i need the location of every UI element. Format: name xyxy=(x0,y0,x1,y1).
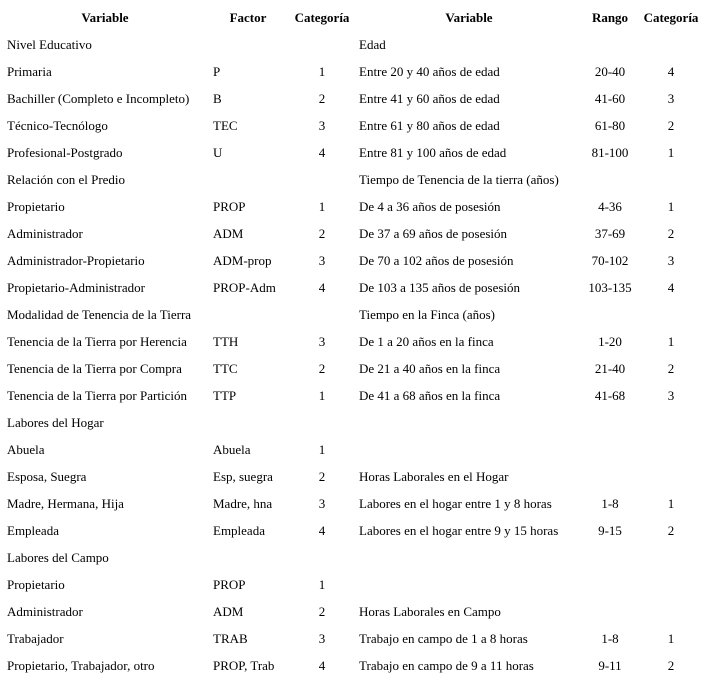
cell-variable-2: Trabajo en campo de 1 a 8 horas xyxy=(359,631,528,646)
cell-variable: Tenencia de la Tierra por Herencia xyxy=(7,334,187,349)
table-row xyxy=(0,112,709,139)
table-row xyxy=(0,85,709,112)
header-factor: Factor xyxy=(229,10,267,25)
cell-categoria: 2 xyxy=(318,361,326,376)
cell-variable-2: Entre 20 y 40 años de edad xyxy=(359,64,500,79)
cell-categoria: 2 xyxy=(318,469,326,484)
cell-factor: B xyxy=(213,91,222,106)
cell-variable-2: De 41 a 68 años en la finca xyxy=(359,388,501,403)
table-row xyxy=(0,139,709,166)
cell-factor: Empleada xyxy=(213,523,265,538)
cell-rango: 41-60 xyxy=(594,91,626,106)
cell-rango: 70-102 xyxy=(591,253,629,268)
cell-categoria: 1 xyxy=(318,64,326,79)
cell-variable: Primaria xyxy=(7,64,52,79)
table-row xyxy=(0,490,709,517)
cell-factor: PROP, Trab xyxy=(213,658,275,673)
table-row xyxy=(0,436,709,463)
cell-variable: Trabajador xyxy=(7,631,64,646)
header-categoria: Categoría xyxy=(294,10,350,25)
header-rango: Rango xyxy=(591,10,629,25)
cell-categoria-2: 4 xyxy=(667,280,675,295)
cell-factor: P xyxy=(213,64,221,79)
header-variable-2: Variable xyxy=(445,10,493,25)
cell-categoria-2: 1 xyxy=(667,631,675,646)
table-row xyxy=(0,328,709,355)
table-row xyxy=(0,544,709,571)
table-row xyxy=(0,247,709,274)
table-row xyxy=(0,625,709,652)
cell-categoria-2: 3 xyxy=(667,91,675,106)
cell-variable-2: Tiempo de Tenencia de la tierra (años) xyxy=(359,172,559,187)
cell-variable: Propietario xyxy=(7,199,65,214)
cell-factor: TTC xyxy=(213,361,238,376)
cell-categoria-2: 3 xyxy=(667,253,675,268)
cell-factor: Madre, hna xyxy=(213,496,273,511)
cell-variable: Empleada xyxy=(7,523,59,538)
cell-variable-2: De 103 a 135 años de posesión xyxy=(359,280,521,295)
cell-rango: 4-36 xyxy=(598,199,622,214)
cell-variable-2: Edad xyxy=(359,37,386,52)
cell-rango: 1-8 xyxy=(601,496,619,511)
cell-categoria: 2 xyxy=(318,604,326,619)
header-variable: Variable xyxy=(81,10,129,25)
table-row xyxy=(0,58,709,85)
cell-categoria: 4 xyxy=(318,280,326,295)
cell-variable: Modalidad de Tenencia de la Tierra xyxy=(7,307,192,322)
table-row xyxy=(0,517,709,544)
cell-rango: 1-20 xyxy=(598,334,622,349)
cell-categoria: 4 xyxy=(318,523,326,538)
cell-variable-2: Trabajo en campo de 9 a 11 horas xyxy=(359,658,534,673)
cell-factor: TTH xyxy=(213,334,239,349)
cell-categoria: 3 xyxy=(318,496,326,511)
cell-categoria: 1 xyxy=(318,577,326,592)
cell-variable: Administrador-Propietario xyxy=(7,253,145,268)
cell-variable-2: De 70 a 102 años de posesión xyxy=(359,253,514,268)
cell-categoria: 4 xyxy=(318,658,326,673)
table-row xyxy=(0,274,709,301)
cell-variable: Abuela xyxy=(7,442,45,457)
cell-categoria: 1 xyxy=(318,388,326,403)
cell-variable-2: Tiempo en la Finca (años) xyxy=(359,307,495,322)
cell-factor: PROP xyxy=(213,199,246,214)
cell-variable: Propietario, Trabajador, otro xyxy=(7,658,155,673)
cell-variable: Nivel Educativo xyxy=(7,37,92,52)
cell-variable: Tenencia de la Tierra por Partición xyxy=(7,388,187,403)
cell-categoria-2: 2 xyxy=(667,361,675,376)
cell-categoria-2: 1 xyxy=(667,145,675,160)
table-row xyxy=(0,409,709,436)
cell-factor: Abuela xyxy=(213,442,251,457)
cell-variable-2: De 4 a 36 años de posesión xyxy=(359,199,501,214)
cell-categoria-2: 4 xyxy=(667,64,675,79)
cell-variable-2: Entre 81 y 100 años de edad xyxy=(359,145,507,160)
cell-variable-2: Labores en el hogar entre 9 y 15 horas xyxy=(359,523,559,538)
cell-categoria: 1 xyxy=(318,199,326,214)
cell-rango: 20-40 xyxy=(594,64,626,79)
table-row xyxy=(0,598,709,625)
cell-factor: ADM xyxy=(213,604,244,619)
cell-variable: Propietario-Administrador xyxy=(7,280,145,295)
cell-rango: 81-100 xyxy=(591,145,629,160)
cell-categoria: 2 xyxy=(318,226,326,241)
cell-categoria-2: 3 xyxy=(667,388,675,403)
cell-variable-2: De 1 a 20 años en la finca xyxy=(359,334,494,349)
cell-variable: Propietario xyxy=(7,577,65,592)
header-categoria-2: Categoría xyxy=(643,10,699,25)
cell-categoria: 4 xyxy=(318,145,326,160)
cell-variable: Profesional-Postgrado xyxy=(7,145,123,160)
cell-rango: 9-15 xyxy=(598,523,622,538)
cell-variable: Labores del Hogar xyxy=(7,415,104,430)
cell-rango: 1-8 xyxy=(601,631,619,646)
cell-factor: TEC xyxy=(213,118,238,133)
table-row xyxy=(0,355,709,382)
cell-rango: 41-68 xyxy=(594,388,626,403)
cell-categoria: 3 xyxy=(318,334,326,349)
table-row xyxy=(0,193,709,220)
cell-categoria: 3 xyxy=(318,631,326,646)
cell-categoria: 3 xyxy=(318,118,326,133)
cell-variable-2: Horas Laborales en el Hogar xyxy=(359,469,509,484)
cell-variable-2: De 37 a 69 años de posesión xyxy=(359,226,508,241)
table-row xyxy=(0,571,709,598)
cell-variable-2: Entre 61 y 80 años de edad xyxy=(359,118,500,133)
cell-categoria-2: 1 xyxy=(667,334,675,349)
cell-categoria-2: 2 xyxy=(667,118,675,133)
cell-variable-2: Horas Laborales en Campo xyxy=(359,604,501,619)
cell-factor: TTP xyxy=(213,388,237,403)
cell-variable: Madre, Hermana, Hija xyxy=(7,496,124,511)
cell-factor: Esp, suegra xyxy=(213,469,273,484)
cell-variable: Esposa, Suegra xyxy=(7,469,87,484)
cell-rango: 103-135 xyxy=(588,280,632,295)
cell-rango: 37-69 xyxy=(594,226,626,241)
cell-factor: U xyxy=(213,145,223,160)
table-row xyxy=(0,301,709,328)
table-row xyxy=(0,31,709,58)
cell-factor: ADM xyxy=(213,226,244,241)
cell-factor: PROP-Adm xyxy=(213,280,276,295)
cell-categoria: 1 xyxy=(318,442,326,457)
cell-factor: TRAB xyxy=(213,631,248,646)
cell-variable: Administrador xyxy=(7,226,83,241)
cell-factor: ADM-prop xyxy=(213,253,272,268)
table-row xyxy=(0,220,709,247)
table-row xyxy=(0,166,709,193)
cell-variable-2: Entre 41 y 60 años de edad xyxy=(359,91,500,106)
cell-categoria-2: 2 xyxy=(667,658,675,673)
table-row xyxy=(0,382,709,409)
cell-categoria: 2 xyxy=(318,91,326,106)
table-header xyxy=(0,4,709,31)
cell-factor: PROP xyxy=(213,577,246,592)
cell-categoria-2: 1 xyxy=(667,496,675,511)
cell-variable-2: Labores en el hogar entre 1 y 8 horas xyxy=(359,496,552,511)
cell-rango: 21-40 xyxy=(594,361,626,376)
cell-variable-2: De 21 a 40 años en la finca xyxy=(359,361,501,376)
cell-variable: Administrador xyxy=(7,604,83,619)
cell-variable: Relación con el Predio xyxy=(7,172,126,187)
cell-rango: 61-80 xyxy=(594,118,626,133)
cell-rango: 9-11 xyxy=(598,658,622,673)
cell-variable: Tenencia de la Tierra por Compra xyxy=(7,361,182,376)
cell-categoria-2: 2 xyxy=(667,523,675,538)
cell-variable: Bachiller (Completo e Incompleto) xyxy=(7,91,190,106)
table-row xyxy=(0,652,709,679)
cell-categoria-2: 1 xyxy=(667,199,675,214)
table-row xyxy=(0,463,709,490)
cell-variable: Labores del Campo xyxy=(7,550,109,565)
cell-categoria-2: 2 xyxy=(667,226,675,241)
cell-variable: Técnico-Tecnólogo xyxy=(7,118,108,133)
cell-categoria: 3 xyxy=(318,253,326,268)
